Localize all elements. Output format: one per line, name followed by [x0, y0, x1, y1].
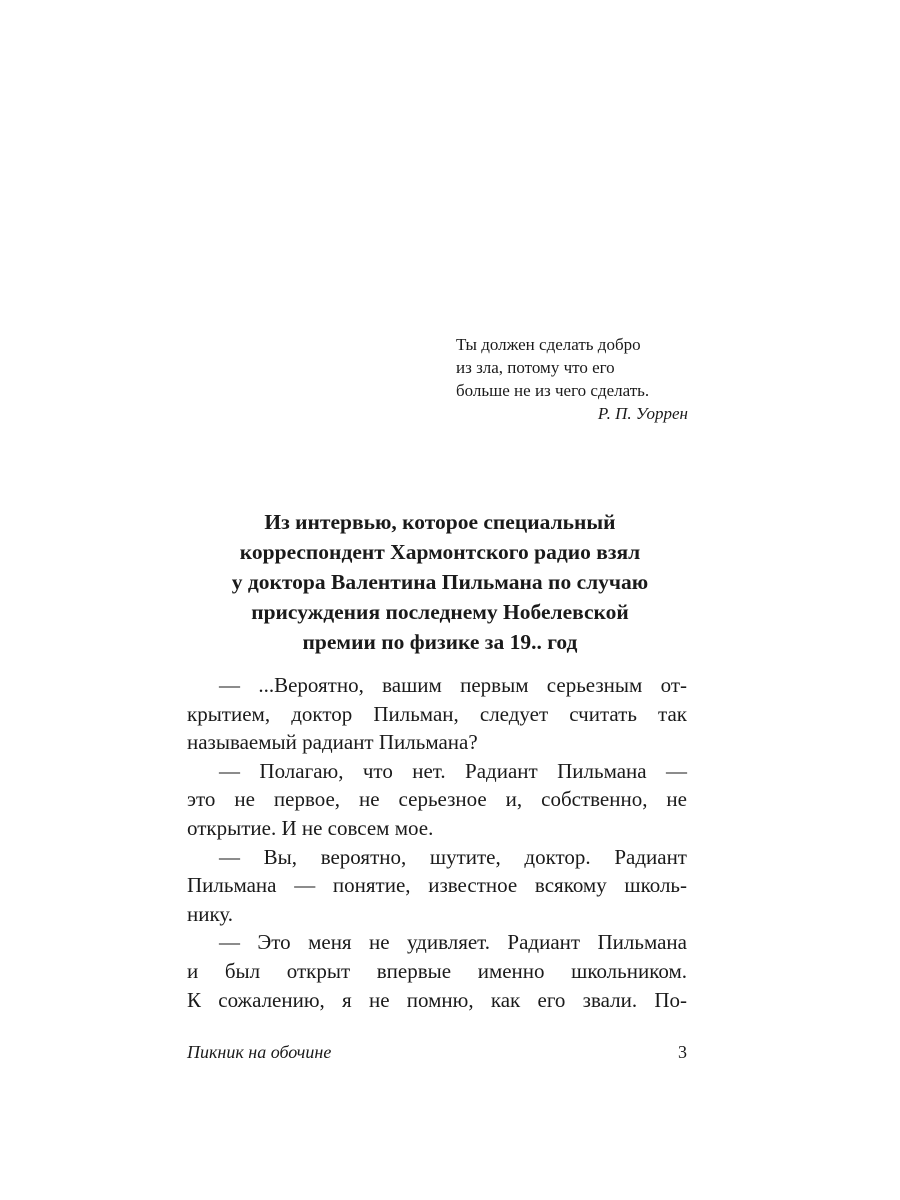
- heading-line: корреспондент Хармонтского радио взял: [239, 540, 641, 564]
- body-line: — Вы, вероятно, шутите, доктор. Радиант: [219, 844, 687, 869]
- body-line: крытием, доктор Пильман, следует считать так: [187, 701, 687, 726]
- epigraph-author: Р. П. Уоррен: [597, 404, 688, 423]
- heading-line: Из интервью, которое специальный: [264, 510, 616, 534]
- body-line: это не первое, не серьезное и, собственно, не: [187, 787, 687, 812]
- heading-line: присуждения последнему Нобелевской: [251, 600, 629, 624]
- book-title: Пикник на обочине: [187, 1042, 332, 1062]
- chapter-heading: [190, 507, 690, 657]
- epigraph-line: Ты должен сделать добро: [456, 335, 641, 354]
- body-line: и был открыт впервые именно школьником.: [187, 958, 687, 983]
- body-line: — ...Вероятно, вашим первым серьезным от-: [219, 673, 687, 697]
- epigraph-line: из зла, потому что его: [456, 358, 615, 377]
- epigraph: [456, 333, 688, 425]
- body-line: открытие. И не совсем мое.: [187, 815, 434, 840]
- epigraph-line: больше не из чего сделать.: [456, 381, 650, 400]
- body-line: — Это меня не удивляет. Радиант Пильмана: [219, 930, 687, 955]
- body-line: называемый радиант Пильмана?: [187, 730, 478, 755]
- heading-line: премии по физике за 19.. год: [302, 630, 578, 654]
- body-line: нику.: [187, 901, 234, 926]
- body-line: — Полагаю, что нет. Радиант Пильмана —: [219, 758, 687, 783]
- body-text: [187, 671, 687, 1014]
- page-number: 3: [678, 1042, 687, 1062]
- body-line: Пильмана — понятие, известное всякому школь-: [187, 873, 687, 898]
- heading-line: у доктора Валентина Пильмана по случаю: [231, 570, 649, 594]
- body-line: К сожалению, я не помню, как его звали. По-: [187, 987, 687, 1012]
